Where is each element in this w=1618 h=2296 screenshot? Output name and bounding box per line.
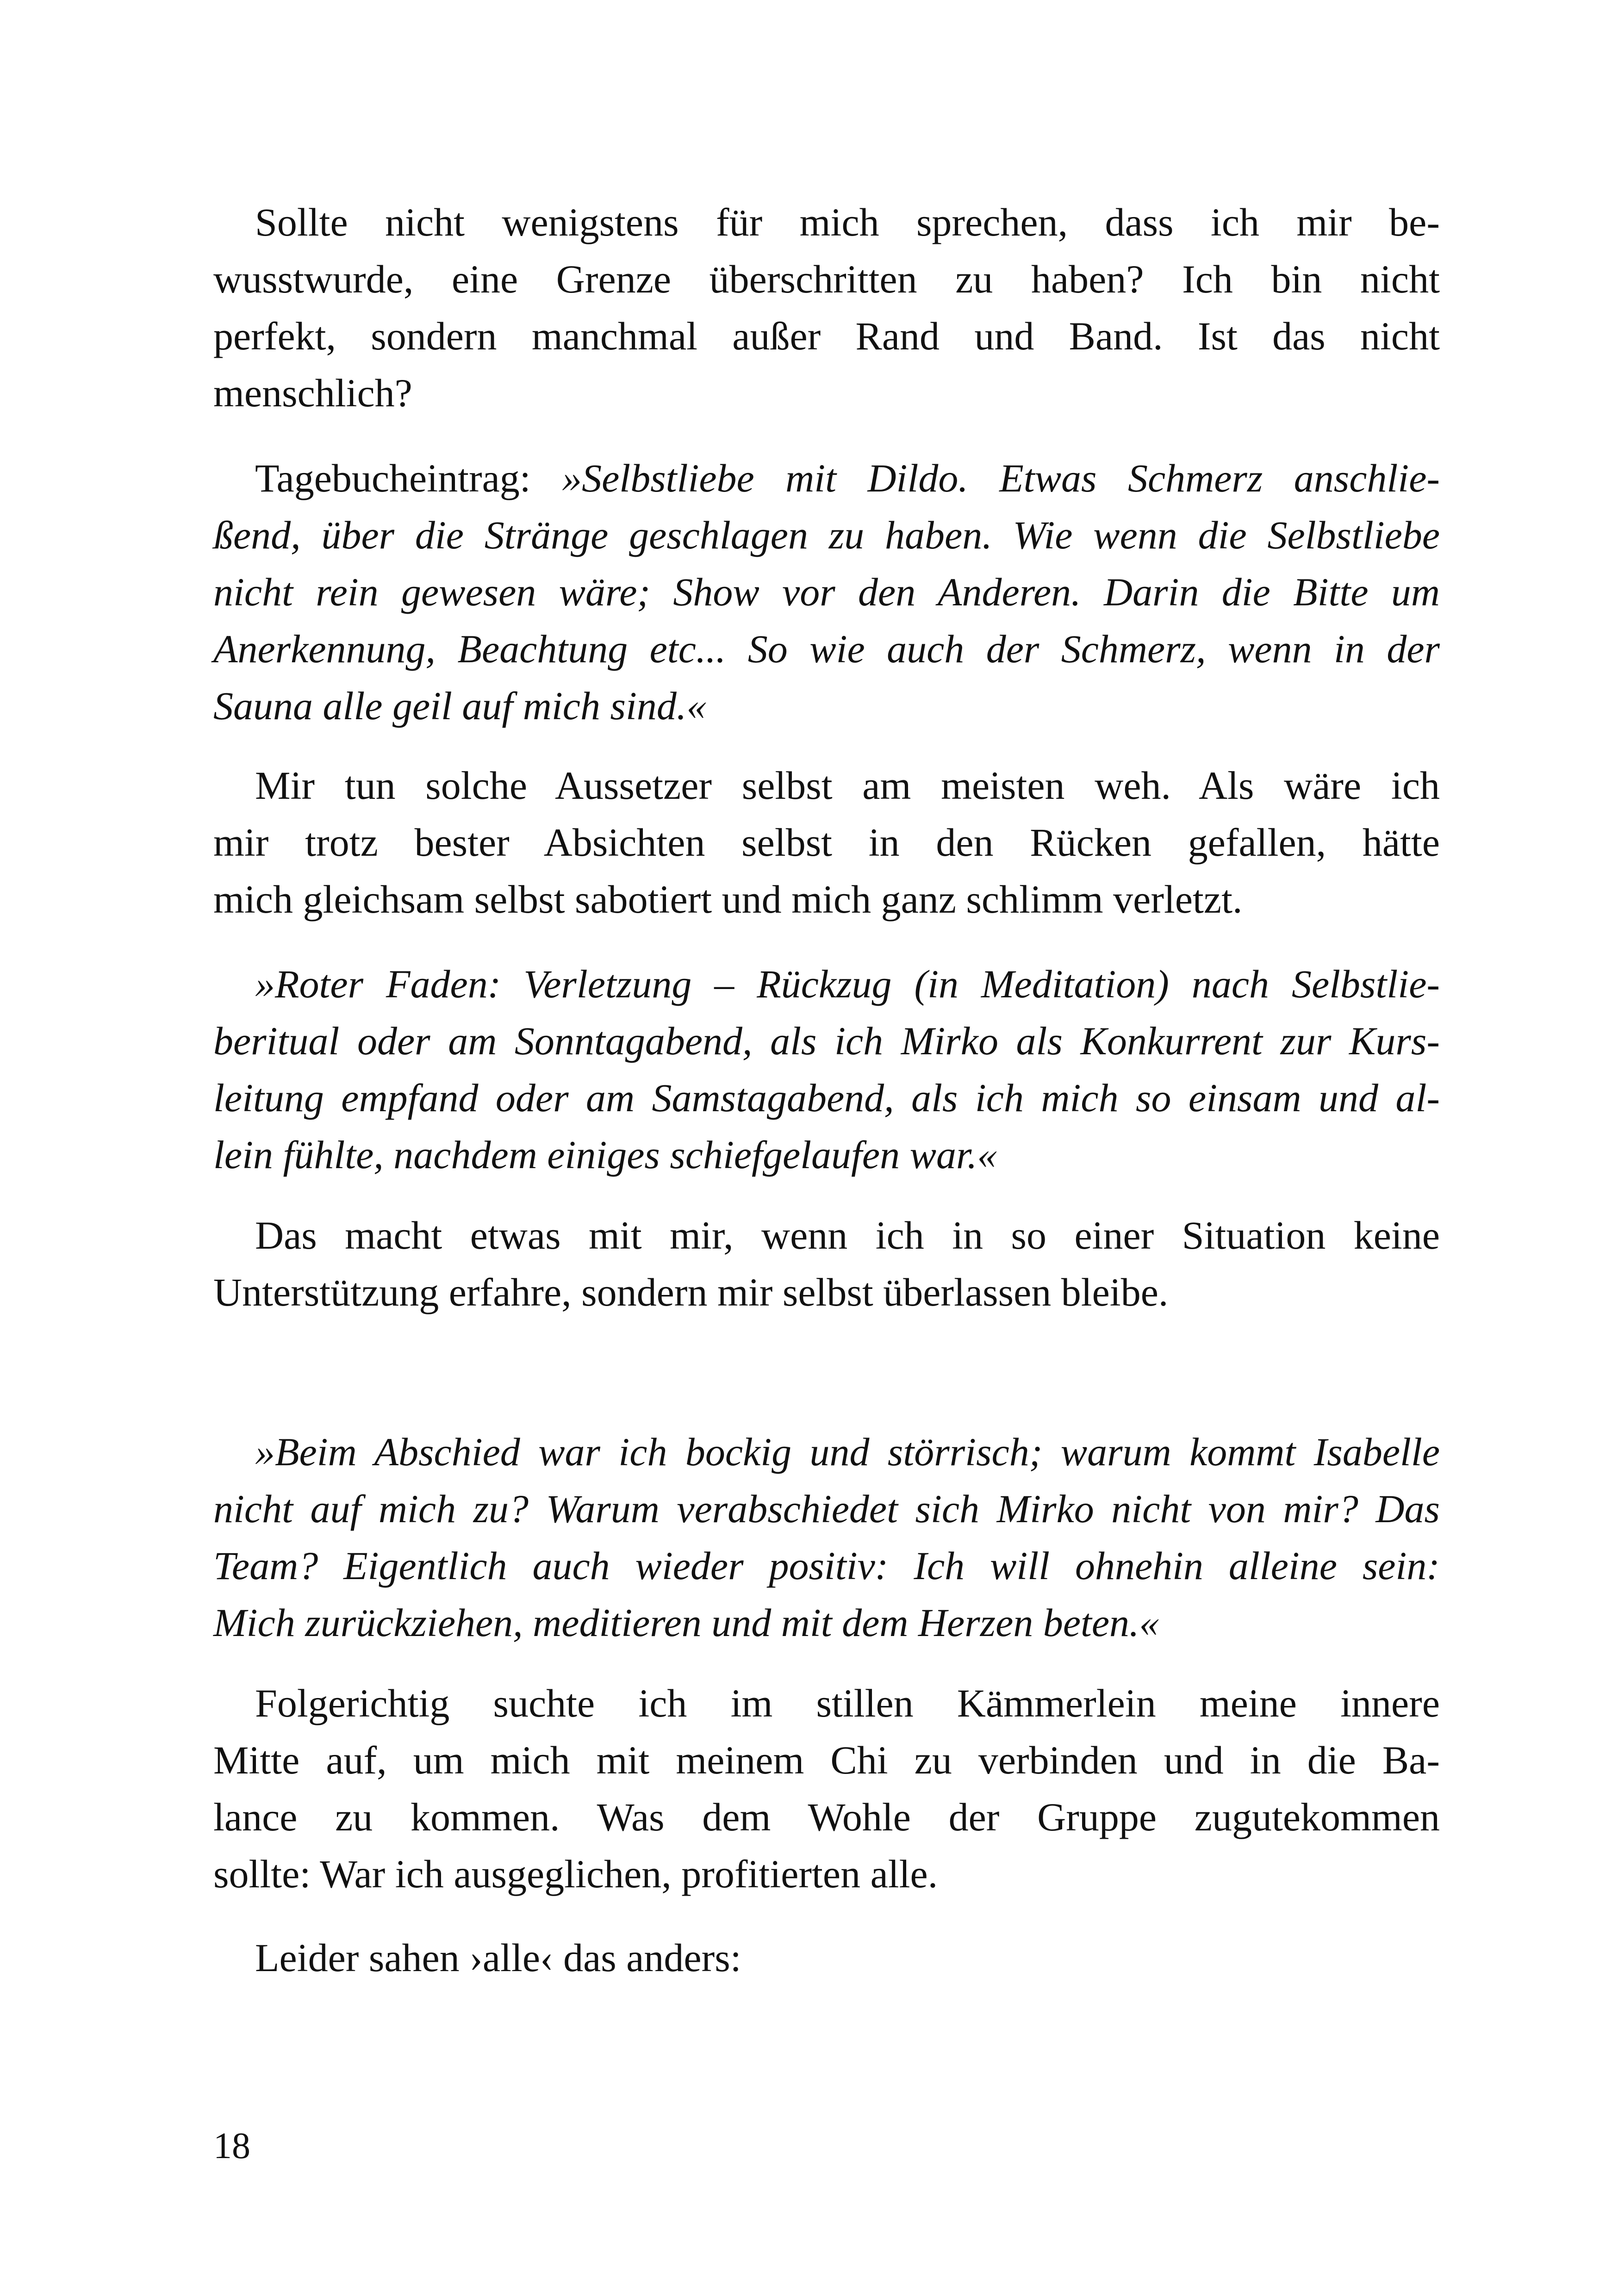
text-line: mir trotz bester Absichten selbst in den Rücken gefallen, hätte — [213, 820, 1440, 865]
paragraph-quote-abschied — [213, 1424, 1440, 1651]
text-line: leitung empfand oder am Samstagabend, als ich mich so einsam und al- — [213, 1076, 1440, 1120]
text-line: Leider sahen ›alle‹ das anders: — [255, 1935, 741, 1980]
text-line: ßend, über die Stränge geschlagen zu haben. Wie wenn die Selbstliebe — [213, 513, 1440, 557]
text-line: nicht rein gewesen wäre; Show vor den Anderen. Darin die Bitte um — [213, 570, 1440, 614]
text-line: perfekt, sondern manchmal außer Rand und Band. Ist das nicht — [213, 314, 1440, 358]
page-number: 18 — [213, 2126, 250, 2166]
paragraph-3 — [213, 757, 1440, 928]
text-line: Sauna alle geil auf mich sind.« — [213, 684, 707, 728]
diary-quote: »Selbstliebe mit Dildo. Etwas Schmerz anschlie- — [562, 456, 1440, 500]
text-line: Team? Eigentlich auch wieder positiv: Ich will ohnehin alleine sein: — [213, 1543, 1440, 1588]
text-line: Mich zurückziehen, meditieren und mit dem Herzen beten.« — [213, 1600, 1159, 1645]
paragraph-7 — [213, 1675, 1440, 1903]
text-line: »Beim Abschied war ich bockig und störrisch; warum kommt Isabelle — [255, 1430, 1440, 1474]
text-line: Sollte nicht wenigstens für mich sprechen, dass ich mir be- — [255, 200, 1440, 244]
paragraph-quote-roter-faden — [213, 956, 1440, 1183]
text-line: wusstwurde, eine Grenze überschritten zu haben? Ich bin nicht — [213, 257, 1440, 301]
paragraph-diary-entry — [213, 450, 1440, 734]
text-line: mich gleichsam selbst sabotiert und mich ganz schlimm verletzt. — [213, 877, 1243, 921]
text-line: sollte: War ich ausgeglichen, profitierten alle. — [213, 1852, 938, 1896]
paragraph-5 — [213, 1207, 1440, 1321]
text-line: lein fühlte, nachdem einiges schiefgelaufen war.« — [213, 1132, 997, 1177]
diary-label: Tagebucheintrag: — [255, 456, 562, 500]
text-line: Anerkennung, Beachtung etc... So wie auch der Schmerz, wenn in der — [213, 627, 1440, 671]
paragraph-1 — [213, 194, 1440, 422]
text-line: nicht auf mich zu? Warum verabschiedet sich Mirko nicht von mir? Das — [213, 1487, 1440, 1531]
text-line: Folgerichtig suchte ich im stillen Kämmerlein meine innere — [255, 1681, 1440, 1725]
text-line: Unterstützung erfahre, sondern mir selbst überlassen bleibe. — [213, 1270, 1169, 1314]
paragraph-8 — [213, 1929, 1440, 1986]
text-line: beritual oder am Sonntagabend, als ich Mirko als Konkurrent zur Kurs- — [213, 1019, 1440, 1063]
text-line: menschlich? — [213, 371, 412, 415]
text-line: Mitte auf, um mich mit meinem Chi zu verbinden und in die Ba- — [213, 1738, 1440, 1782]
text-line — [213, 450, 1440, 507]
text-line: lance zu kommen. Was dem Wohle der Gruppe zugutekommen — [213, 1795, 1440, 1839]
text-line: »Roter Faden: Verletzung – Rückzug (in Meditation) nach Selbstlie- — [255, 962, 1440, 1006]
text-line: Das macht etwas mit mir, wenn ich in so einer Situation keine — [255, 1213, 1440, 1257]
text-line: Mir tun solche Aussetzer selbst am meisten weh. Als wäre ich — [255, 763, 1440, 808]
